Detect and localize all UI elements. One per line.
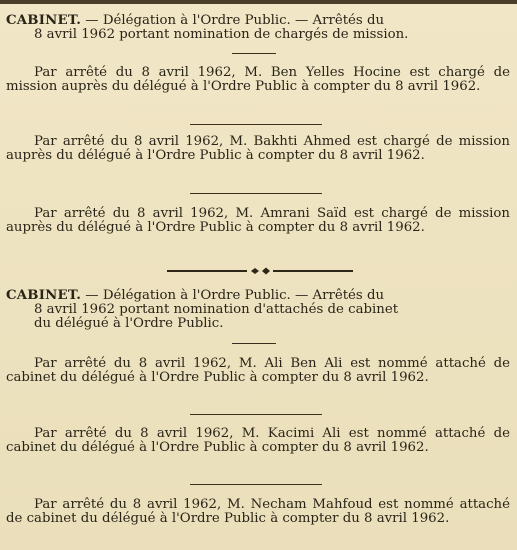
section-2-header-line2: 8 avril 1962 portant nomination d'attachés de cabinet [34, 302, 399, 317]
decree-paragraph: Par arrêté du 8 avril 1962, M. Kacimi Ali est nommé attaché de cabinet du délégué à l'Ordre Public à compter du 8 avril 1962. [6, 426, 510, 455]
section-1-header-line2: 8 avril 1962 portant nomination de chargés de mission. [34, 27, 409, 42]
top-border-rule [0, 0, 517, 4]
section-1-title: CABINET. [6, 13, 82, 28]
section-1-header-line1: — Délégation à l'Ordre Public. — Arrêtés du [81, 13, 385, 28]
section-2-header [6, 289, 510, 331]
decree-paragraph: Par arrêté du 8 avril 1962, M. Ben Yelles Hocine est chargé de mission auprès du délégué à l'Ordre Public à compter du 8 avril 1962. [6, 65, 510, 94]
section-1-header [6, 14, 510, 42]
section-2-header-line3: du délégué à l'Ordre Public. [34, 316, 224, 331]
decree-paragraph: Par arrêté du 8 avril 1962, M. Ali Ben Ali est nommé attaché de cabinet du délégué à l'Ordre Public à compter du 8 avril 1962. [6, 356, 510, 385]
decree-paragraph: Par arrêté du 8 avril 1962, M. Amrani Saïd est chargé de mission auprès du délégué à l'Ordre Public à compter du 8 avril 1962. [6, 206, 510, 235]
short-separator-rule [232, 53, 276, 54]
short-separator-rule [232, 343, 276, 344]
separator-rule [190, 193, 322, 194]
ornament-divider [165, 266, 355, 276]
decree-paragraph: Par arrêté du 8 avril 1962, M. Necham Mahfoud est nommé attaché de cabinet du délégué à l'Ordre Public à compter du 8 avril 1962. [6, 497, 510, 526]
section-2-header-line1: — Délégation à l'Ordre Public. — Arrêtés du [81, 288, 385, 303]
separator-rule [190, 484, 322, 485]
separator-rule [190, 414, 322, 415]
decree-paragraph: Par arrêté du 8 avril 1962, M. Bakhti Ahmed est chargé de mission auprès du délégué à l'Ordre Public à compter du 8 avril 1962. [6, 134, 510, 163]
section-2-title: CABINET. [6, 288, 82, 303]
separator-rule [190, 124, 322, 125]
